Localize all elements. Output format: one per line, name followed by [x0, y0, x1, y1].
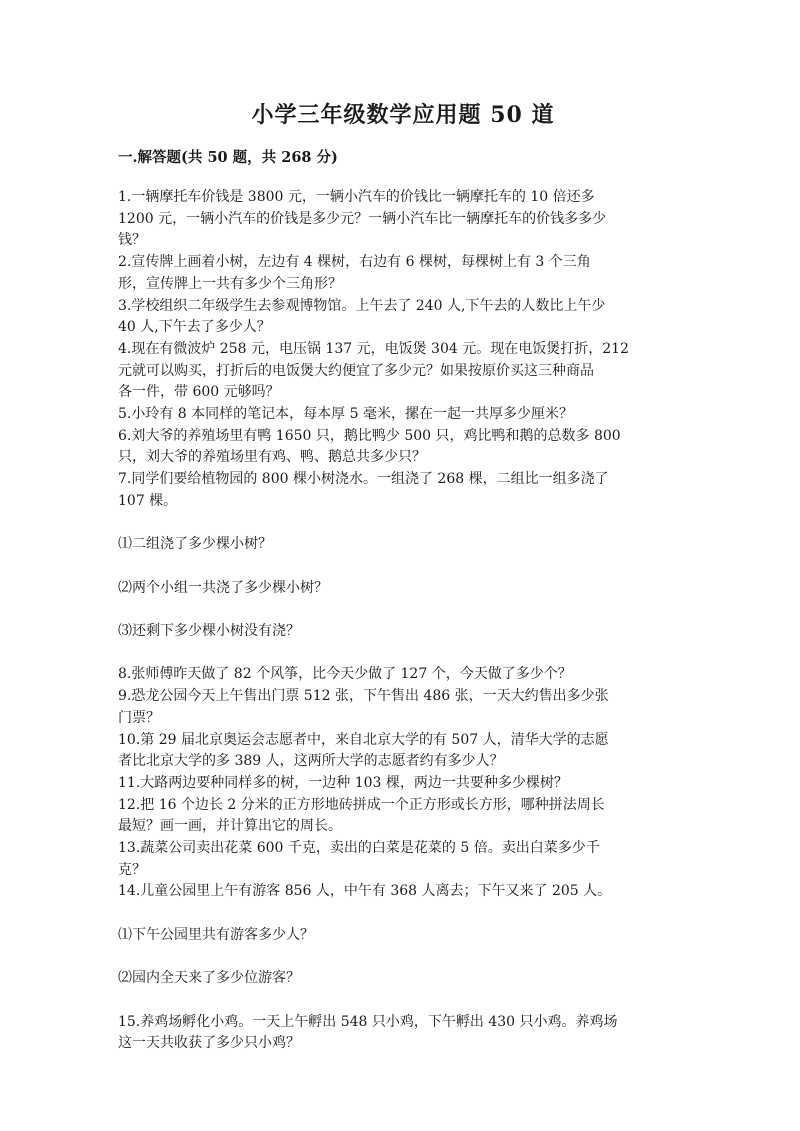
- spacer: [118, 947, 688, 969]
- question-text-line: 10.第 29 届北京奥运会志愿者中，来自北京大学的有 507 人，清华大学的志愿: [118, 731, 609, 748]
- question-text-line: 各一件，带 600 元够吗？: [118, 384, 280, 401]
- question-text-line: 门票？: [118, 709, 160, 726]
- question-1: [118, 187, 688, 252]
- sub-question: ⑵园内全天来了多少位游客？: [118, 970, 300, 987]
- sub-question: ⑴二组浇了多少棵小树？: [118, 536, 272, 553]
- question-text-line: 克？: [118, 861, 146, 878]
- question-text-line: 只，刘大爷的养殖场里有鸡、鸭、鹅总共多少只？: [118, 449, 426, 466]
- spacer: [118, 513, 688, 535]
- question-text-line: 元就可以购买，打折后的电饭煲大约便宜了多少元？如果按原价买这三种商品: [118, 362, 594, 379]
- question-text-line: 这一天共收获了多少只小鸡？: [118, 1035, 300, 1052]
- page-title: 小学三年级数学应用题 50 道: [251, 102, 555, 128]
- question-13: [118, 838, 688, 881]
- question-text-line: 11.大路两边要种同样多的树，一边种 103 棵，两边一共要种多少棵树？: [118, 774, 568, 791]
- question-text-line: 14.儿童公园里上午有游客 856 人，中午有 368 人离去；下午又来了 205 人。: [118, 883, 612, 900]
- question-2: [118, 252, 688, 295]
- spacer: [118, 990, 688, 1012]
- question-5: [118, 404, 688, 426]
- question-text-line: 13.蔬菜公司卖出花菜 600 千克，卖出的白菜是花菜的 5 倍。卖出白菜多少千: [118, 840, 600, 857]
- spacer: [118, 903, 688, 925]
- question-14: [118, 881, 688, 1011]
- question-text-line: 12.把 16 个边长 2 分米的正方形地砖拼成一个正方形或长方形，哪种拼法周长: [118, 796, 605, 813]
- question-text-line: 1.一辆摩托车价钱是 3800 元，一辆小汽车的价钱比一辆摩托车的 10 倍还多: [118, 189, 595, 205]
- question-text-line: 钱？: [118, 232, 146, 249]
- question-text-line: 者比北京大学的多 389 人，这两所大学的志愿者约有多少人？: [118, 753, 504, 770]
- question-text-line: 3.学校组织二年级学生去参观博物馆。上午去了 240 人,下午去的人数比上午少: [118, 297, 606, 314]
- question-6: [118, 426, 688, 469]
- question-4: [118, 339, 688, 404]
- question-9: [118, 686, 688, 729]
- question-text-line: 15.养鸡场孵化小鸡。一天上午孵出 548 只小鸡，下午孵出 430 只小鸡。养鸡场: [118, 1013, 618, 1030]
- question-12: [118, 795, 688, 838]
- sub-question: ⑶还剩下多少棵小树没有浇？: [118, 623, 300, 640]
- question-11: [118, 773, 688, 795]
- question-text-line: 40 人,下午去了多少人？: [118, 319, 271, 336]
- question-list: [118, 187, 688, 1055]
- question-15: [118, 1012, 688, 1055]
- question-text-line: 7.同学们要给植物园的 800 棵小树浇水。一组浇了 268 棵，二组比一组多浇了: [118, 471, 609, 488]
- question-text-line: 5.小玲有 8 本同样的笔记本，每本厚 5 毫米，摞在一起一共厚多少厘米？: [118, 406, 573, 423]
- question-7: [118, 469, 688, 664]
- question-text-line: 6.刘大爷的养殖场里有鸭 1650 只，鹅比鸭少 500 只，鸡比鸭和鹅的总数多 800: [118, 427, 621, 444]
- spacer: [118, 556, 688, 578]
- sub-question: ⑵两个小组一共浇了多少棵小树？: [118, 579, 328, 596]
- question-text-line: 8.张师傅昨天做了 82 个风筝，比今天少做了 127 个，今天做了多少个？: [118, 666, 572, 683]
- question-text-line: 最短？画一画，并计算出它的周长。: [118, 818, 342, 835]
- sub-question: ⑴下午公园里共有游客多少人？: [118, 926, 314, 943]
- spacer: [118, 599, 688, 621]
- question-text-line: 1200 元，一辆小汽车的价钱是多少元？一辆小汽车比一辆摩托车的价钱多多少: [118, 210, 607, 227]
- section-heading: 一.解答题(共 50 题，共 268 分): [118, 149, 338, 166]
- question-3: [118, 296, 688, 339]
- spacer: [118, 643, 688, 665]
- question-text-line: 2.宣传牌上画着小树，左边有 4 棵树，右边有 6 棵树，每棵树上有 3 个三角: [118, 254, 591, 271]
- question-text-line: 形，宣传牌上一共有多少个三角形？: [118, 275, 342, 292]
- question-text-line: 9.恐龙公园今天上午售出门票 512 张，下午售出 486 张，一天大约售出多少张: [118, 688, 609, 705]
- question-10: [118, 730, 688, 773]
- question-8: [118, 664, 688, 686]
- question-text-line: 107 棵。: [118, 492, 178, 509]
- question-text-line: 4.现在有微波炉 258 元，电压锅 137 元，电饭煲 304 元。现在电饭煲打折，212: [118, 340, 629, 357]
